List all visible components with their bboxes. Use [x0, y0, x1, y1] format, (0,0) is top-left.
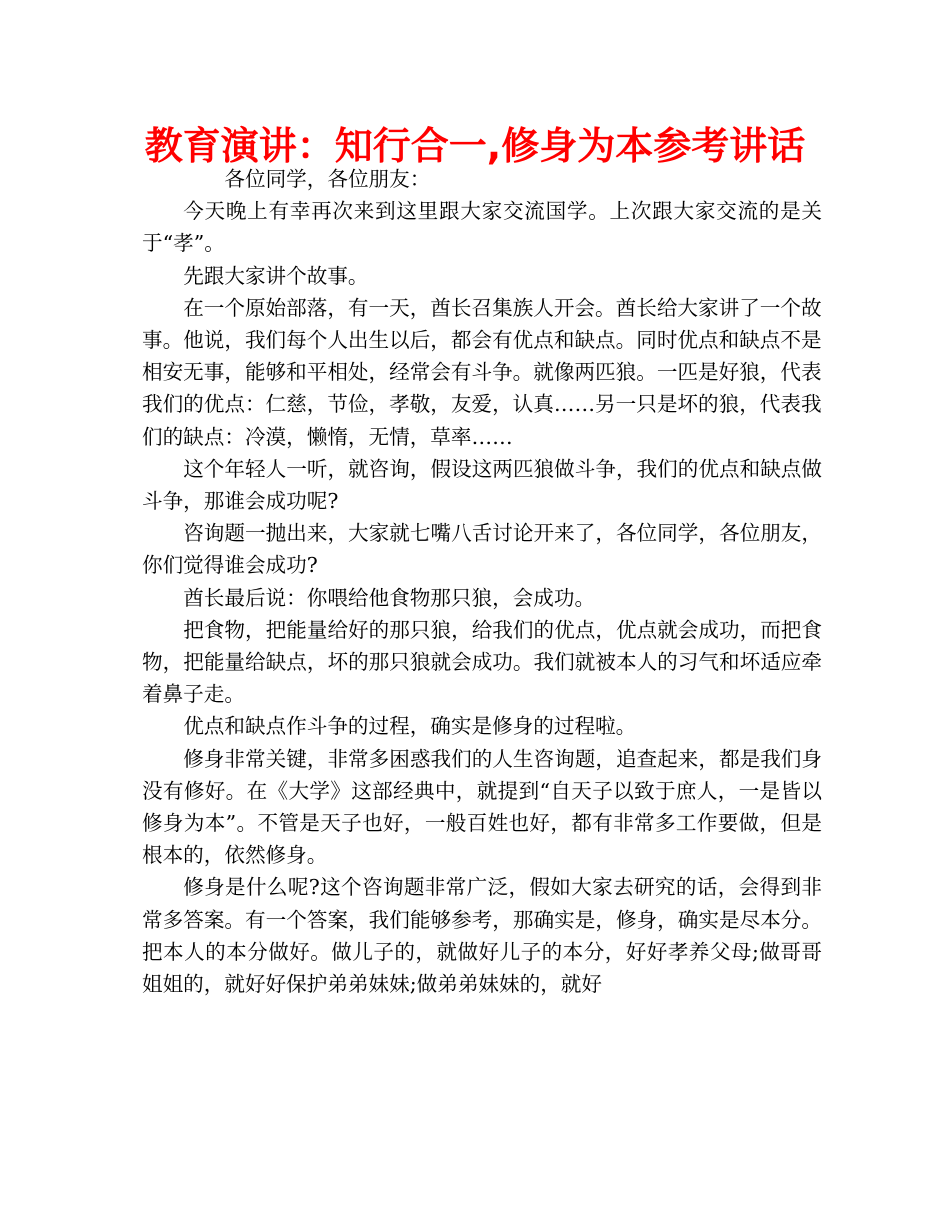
paragraph: 咨询题一抛出来，大家就七嘴八舌讨论开来了，各位同学，各位朋友，你们觉得谁会成功?: [142, 521, 822, 578]
paragraph: 修身非常关键，非常多困惑我们的人生咨询题，追查起来，都是我们身没有修好。在《大学》这部经典中，就提到“自天子以致于庶人，一是皆以修身为本”。不管是天子也好，一般百姓也好，都有非常多工作要做，但是根本的，依然修身。: [142, 746, 822, 868]
paragraph: 今天晚上有幸再次来到这里跟大家交流国学。上次跟大家交流的是关于“孝”。: [142, 199, 822, 256]
paragraph: 这个年轻人一听，就咨询，假设这两匹狼做斗争，我们的优点和缺点做斗争，那谁会成功呢?: [142, 456, 822, 514]
paragraph: 把食物，把能量给好的那只狼，给我们的优点，优点就会成功，而把食物，把能量给缺点，坏的那只狼就会成功。我们就被本人的习气和坏适应牵着鼻子走。: [142, 617, 822, 707]
paragraph: 酋长最后说：你喂给他食物那只狼，会成功。: [183, 585, 596, 610]
paragraph: 在一个原始部落，有一天，酋长召集族人开会。酋长给大家讲了一个故事。他说，我们每个人出生以后，都会有优点和缺点。同时优点和缺点不是相安无事，能够和平相处，经常会有斗争。就像两匹狼。一匹是好狼，代表我们的优点：仁慈，节俭，孝敬，友爱，认真……另一只是坏的狼，代表我们的缺点：冷漠，懒惰，无情，草率……: [142, 295, 822, 449]
paragraph: 先跟大家讲个故事。: [183, 263, 369, 288]
paragraph: 优点和缺点作斗争的过程，确实是修身的过程啦。: [183, 714, 637, 739]
paragraph: 修身是什么呢?这个咨询题非常广泛，假如大家去研究的话，会得到非常多答案。有一个答案，我们能够参考，那确实是，修身，确实是尽本分。把本人的本分做好。做儿子的，就做好儿子的本分，好好孝养父母;做哥哥姐姐的，就好好保护弟弟妹妹;做弟弟妹妹的，就好: [142, 875, 822, 997]
document-title: 教育演讲：知行合一,修身为本参考讲话: [144, 124, 806, 168]
paragraph-salutation: 各位同学，各位朋友：: [224, 167, 431, 191]
document-body: [142, 163, 822, 1000]
